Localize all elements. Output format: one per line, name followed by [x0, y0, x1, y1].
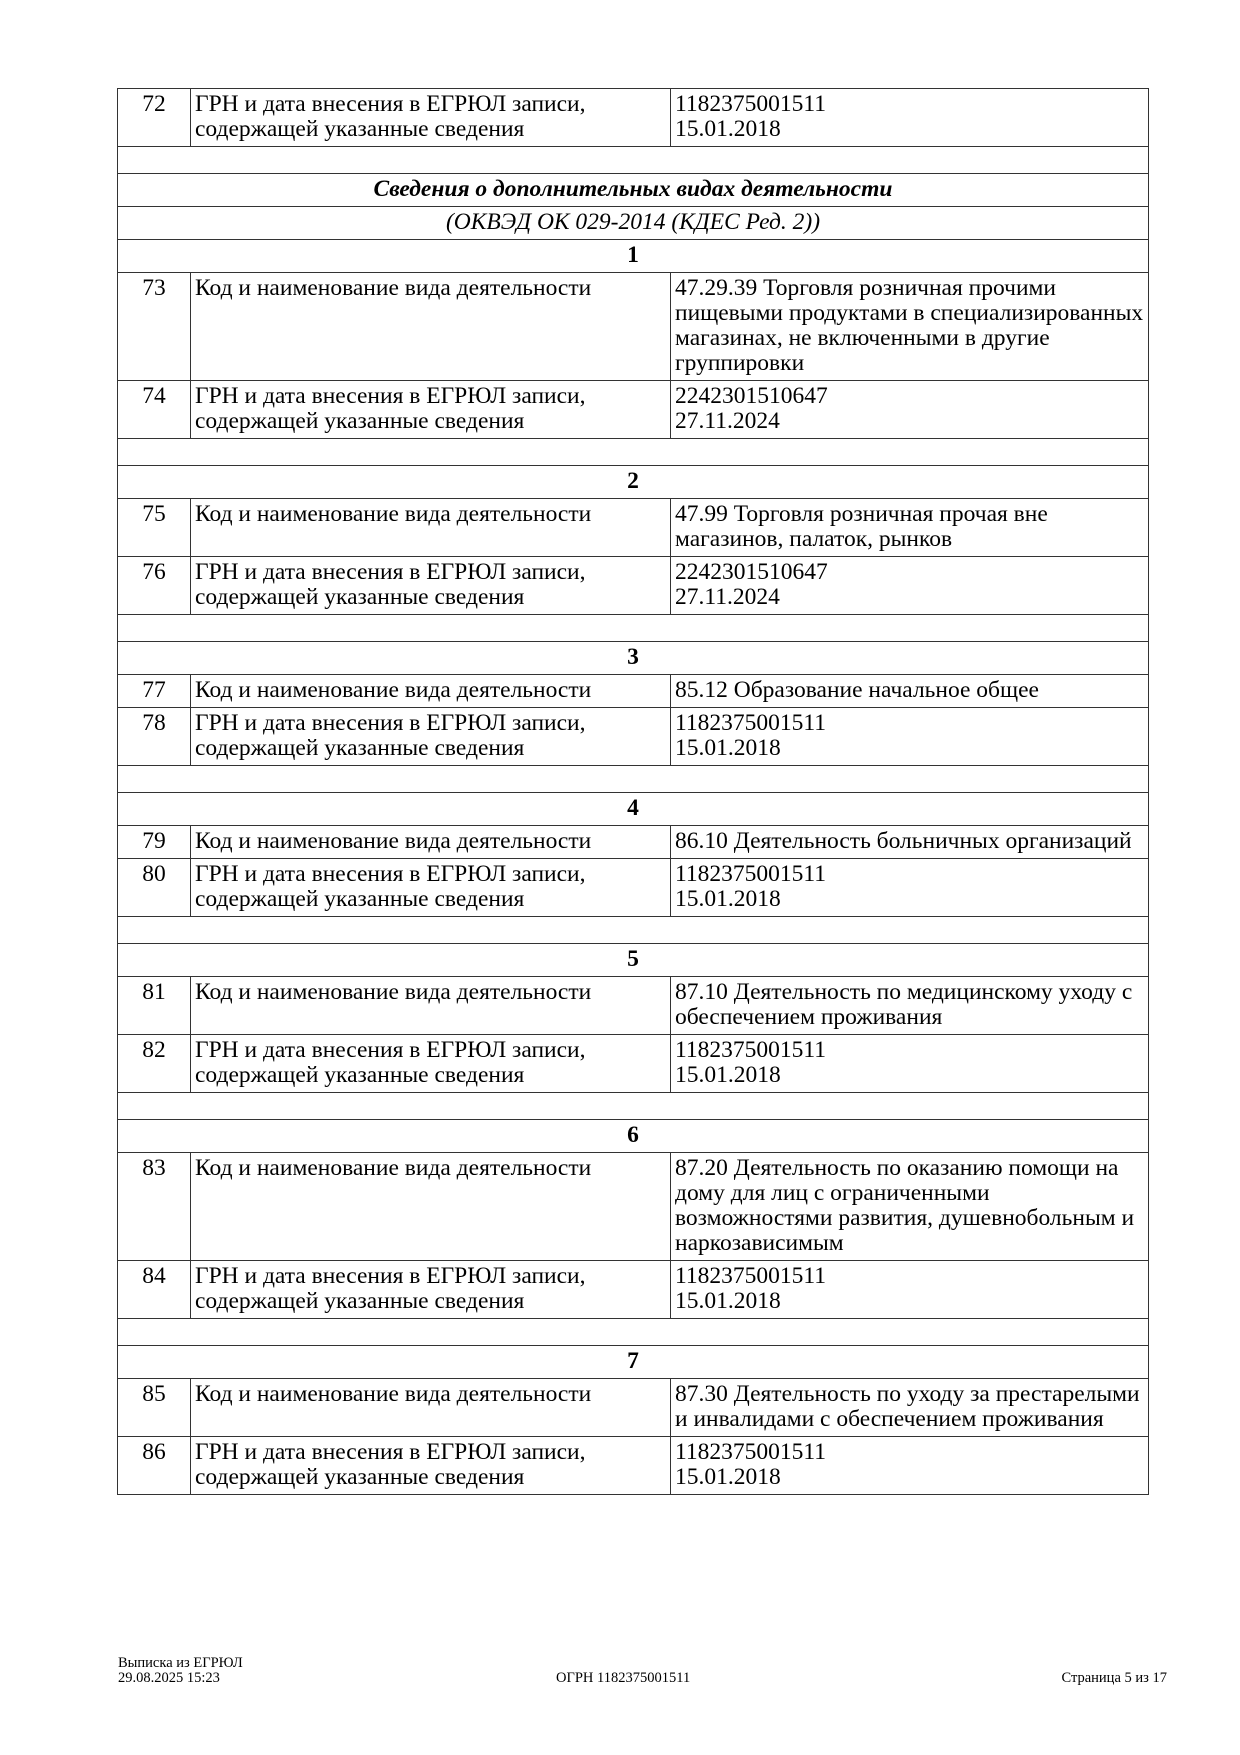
activity-value: 87.10 Деятельность по медицинскому уходу с обеспечением проживания — [671, 977, 1149, 1035]
date-value: 15.01.2018 — [675, 1288, 781, 1314]
activity-value: 86.10 Деятельность больничных организаций — [671, 826, 1149, 859]
row-label: ГРН и дата внесения в ЕГРЮЛ записи, содержащей указанные сведения — [191, 89, 671, 147]
row-number: 82 — [118, 1035, 191, 1093]
table-row — [118, 89, 1149, 147]
grn-value: 1182375001511 — [675, 91, 827, 117]
grn-value: 1182375001511 — [675, 710, 827, 736]
row-number: 80 — [118, 859, 191, 917]
row-number: 83 — [118, 1153, 191, 1261]
group-header-row — [118, 944, 1149, 977]
row-label: ГРН и дата внесения в ЕГРЮЛ записи, содержащей указанные сведения — [191, 708, 671, 766]
group-header-row — [118, 240, 1149, 273]
activity-value: 87.30 Деятельность по уходу за престарелыми и инвалидами с обеспечением проживания — [671, 1379, 1149, 1437]
activity-value: 85.12 Образование начальное общее — [671, 675, 1149, 708]
footer-datetime: 29.08.2025 15:23 — [118, 1670, 220, 1686]
row-label: Код и наименование вида деятельности — [191, 1379, 671, 1437]
group-header-row — [118, 793, 1149, 826]
group-index: 1 — [118, 240, 1149, 273]
spacer-row — [118, 1319, 1149, 1346]
group-index: 6 — [118, 1120, 1149, 1153]
date-value: 15.01.2018 — [675, 1062, 781, 1088]
row-value — [671, 859, 1149, 917]
row-label: Код и наименование вида деятельности — [191, 826, 671, 859]
row-number: 85 — [118, 1379, 191, 1437]
table-row — [118, 826, 1149, 859]
spacer-row — [118, 766, 1149, 793]
row-label: ГРН и дата внесения в ЕГРЮЛ записи, содержащей указанные сведения — [191, 1035, 671, 1093]
date-value: 27.11.2024 — [675, 584, 780, 610]
row-number: 73 — [118, 273, 191, 381]
activity-value: 47.29.39 Торговля розничная прочими пищевыми продуктами в специализированных магазинах, не включенными в другие группировки — [671, 273, 1149, 381]
row-value — [671, 89, 1149, 147]
row-number: 75 — [118, 499, 191, 557]
row-label: Код и наименование вида деятельности — [191, 273, 671, 381]
row-label: Код и наименование вида деятельности — [191, 1153, 671, 1261]
row-value — [671, 1437, 1149, 1495]
table-row — [118, 557, 1149, 615]
group-index: 2 — [118, 466, 1149, 499]
date-value: 15.01.2018 — [675, 735, 781, 761]
row-value — [671, 1035, 1149, 1093]
row-value — [671, 708, 1149, 766]
spacer-row — [118, 917, 1149, 944]
group-index: 7 — [118, 1346, 1149, 1379]
table-row — [118, 1437, 1149, 1495]
activity-value: 47.99 Торговля розничная прочая вне магазинов, палаток, рынков — [671, 499, 1149, 557]
group-header-row — [118, 466, 1149, 499]
group-header-row — [118, 642, 1149, 675]
grn-value: 1182375001511 — [675, 1037, 827, 1063]
footer-page: Страница 5 из 17 — [1061, 1670, 1167, 1686]
section-subtitle: (ОКВЭД ОК 029-2014 (КДЕС Ред. 2)) — [118, 207, 1149, 240]
grn-value: 1182375001511 — [675, 861, 827, 887]
group-index: 4 — [118, 793, 1149, 826]
group-header-row — [118, 1346, 1149, 1379]
row-label: Код и наименование вида деятельности — [191, 675, 671, 708]
row-label: ГРН и дата внесения в ЕГРЮЛ записи, содержащей указанные сведения — [191, 859, 671, 917]
section-title: Сведения о дополнительных видах деятельности — [118, 174, 1149, 207]
row-number: 76 — [118, 557, 191, 615]
spacer-row — [118, 147, 1149, 174]
date-value: 27.11.2024 — [675, 408, 780, 434]
row-label: ГРН и дата внесения в ЕГРЮЛ записи, содержащей указанные сведения — [191, 1261, 671, 1319]
row-label: ГРН и дата внесения в ЕГРЮЛ записи, содержащей указанные сведения — [191, 381, 671, 439]
row-value — [671, 557, 1149, 615]
egrul-table — [117, 88, 1149, 1495]
footer-left — [118, 1656, 243, 1686]
row-number: 84 — [118, 1261, 191, 1319]
spacer-row — [118, 1093, 1149, 1120]
grn-value: 2242301510647 — [675, 559, 828, 585]
row-label: ГРН и дата внесения в ЕГРЮЛ записи, содержащей указанные сведения — [191, 1437, 671, 1495]
date-value: 15.01.2018 — [675, 886, 781, 912]
row-number: 79 — [118, 826, 191, 859]
row-number: 86 — [118, 1437, 191, 1495]
row-label: ГРН и дата внесения в ЕГРЮЛ записи, содержащей указанные сведения — [191, 557, 671, 615]
row-label: Код и наименование вида деятельности — [191, 499, 671, 557]
table-row — [118, 1153, 1149, 1261]
group-index: 5 — [118, 944, 1149, 977]
section-subheading-row — [118, 207, 1149, 240]
group-header-row — [118, 1120, 1149, 1153]
spacer-row — [118, 439, 1149, 466]
footer-ogrn: ОГРН 1182375001511 — [556, 1670, 691, 1686]
table-row — [118, 708, 1149, 766]
grn-value: 1182375001511 — [675, 1263, 827, 1289]
table-row — [118, 1261, 1149, 1319]
row-number: 74 — [118, 381, 191, 439]
row-number: 78 — [118, 708, 191, 766]
row-value — [671, 1261, 1149, 1319]
table-row — [118, 273, 1149, 381]
row-number: 77 — [118, 675, 191, 708]
grn-value: 2242301510647 — [675, 383, 828, 409]
grn-value: 1182375001511 — [675, 1439, 827, 1465]
date-value: 15.01.2018 — [675, 1464, 781, 1490]
table-row — [118, 1379, 1149, 1437]
table-row — [118, 1035, 1149, 1093]
table-row — [118, 859, 1149, 917]
activity-value: 87.20 Деятельность по оказанию помощи на дому для лиц с ограниченными возможностями развития, душевнобольным и наркозависимым — [671, 1153, 1149, 1261]
table-row — [118, 977, 1149, 1035]
row-number: 72 — [118, 89, 191, 147]
row-number: 81 — [118, 977, 191, 1035]
table-row — [118, 381, 1149, 439]
date-value: 15.01.2018 — [675, 116, 781, 142]
table-row — [118, 675, 1149, 708]
row-label: Код и наименование вида деятельности — [191, 977, 671, 1035]
row-value — [671, 381, 1149, 439]
section-heading-row — [118, 174, 1149, 207]
group-index: 3 — [118, 642, 1149, 675]
table-row — [118, 499, 1149, 557]
spacer-row — [118, 615, 1149, 642]
footer-doc-name: Выписка из ЕГРЮЛ — [118, 1655, 243, 1671]
